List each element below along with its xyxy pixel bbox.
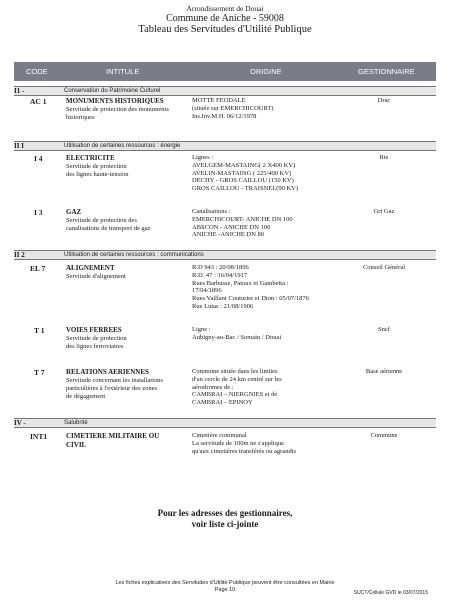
footer-text: Les fiches explicatives des Servitudes d'Utilité Publique peuvent être consultées en Mairie: [115, 580, 335, 586]
col-origine: ORIGINE: [250, 67, 282, 76]
row-description: Servitude de protection des lignes haute-tension: [66, 163, 129, 178]
row-code: AC 1: [30, 97, 47, 106]
gestionnaires-note: Pour les adresses des gestionnaires, voir liste ci-jointe: [157, 508, 293, 529]
document-header: [0, 5, 450, 36]
row-code: T 7: [34, 368, 45, 377]
col-gestionnaire: GESTIONNAIRE: [358, 67, 415, 76]
category-code: IV -: [14, 419, 26, 427]
row-description: Servitude de protection des monuments historiques: [66, 106, 169, 121]
row-origin: Canalisations : EMERCHICOURT- ANICHE DN 100 ABSCON - ANICHE DN 100 ANICHE -ANICHE DN 80: [192, 208, 293, 239]
category-row: [14, 141, 436, 151]
row-gestionnaire: Base aérienne: [365, 368, 403, 375]
row-gestionnaire: Commune: [370, 432, 398, 439]
row-origin: R.D 943 : 20/08/1896 R.D. 47 : 16/04/1917 Rues Barbusse, Patoux et Gambetta : 17/04/1896 Rues Vaillant Couturier et Dion : 05/07/1876 Rue Lutas : 21/08/1906: [192, 264, 309, 310]
row-gestionnaire: Drac: [377, 97, 391, 104]
table-header: [14, 62, 436, 81]
row-title: GAZ: [66, 208, 82, 216]
row-title: ALIGNEMENT: [66, 264, 115, 272]
row-gestionnaire: Rte: [379, 154, 389, 161]
category-row: [14, 250, 436, 260]
commune-label: Commune de Aniche - 59008: [166, 13, 284, 25]
category-code: II I: [14, 142, 24, 150]
category-label: Utilisation de certaines ressources : énergie: [64, 143, 181, 149]
row-origin: MOTTE FEODALE (située sur EMERCHICOURT) Ins.Inv.M.H. 06/12/1978: [192, 97, 274, 120]
category-label: Salubrité: [64, 420, 88, 426]
category-code: I1 -: [14, 87, 25, 95]
row-code: EL 7: [30, 264, 46, 273]
row-origin: Cimetière communal La servitude de 100m ne s'applique qu'aux cimetières transférés ou agrandis: [192, 432, 297, 455]
category-code: II 2: [14, 251, 25, 259]
row-origin: Commune située dans les limites d'un cercle de 24 km centré sur les aérodromes de : CAMBRAI – NIERGNIES et de CAMBRAI – EPINOY: [192, 368, 282, 407]
arrondissement-label: Arrondissement de Douai: [186, 4, 264, 13]
row-description: Servitude de protection des canalisations de transport de gaz: [66, 217, 151, 232]
row-origin: Lignes : AVELGEM-MASTAING( 2 X400 KV) AVELIN-MASTAING ( 225/400 KV) DECHY - GROS CAILLOU (150 KV) GROS CAILLOU - TRAISNEL(90 KV): [192, 154, 299, 193]
row-title: MONUMENTS HISTORIQUES: [66, 97, 164, 105]
category-label: Conservation du Patrimoine Culturel: [64, 88, 161, 94]
footer-reference: SUCT/Cellule GVD le 03/07/2015: [353, 590, 428, 596]
row-gestionnaire: Conseil Général: [362, 264, 406, 271]
col-code: CODE: [26, 67, 48, 76]
row-gestionnaire: Grt Gaz: [373, 208, 395, 215]
row-gestionnaire: Sncf: [378, 326, 390, 333]
page-number: Page 10: [214, 587, 236, 593]
category-label: Utilisation de certaines ressources : communications: [64, 252, 204, 258]
page-title: Tableau des Servitudes d'Utilité Publique: [138, 24, 312, 36]
row-description: Servitude d'alignement: [66, 273, 126, 280]
category-row: [14, 418, 436, 428]
row-code: I 4: [34, 154, 43, 163]
row-description: Servitude concernant les installations particulières à l'extérieur des zones de dégagement: [66, 377, 163, 400]
row-title: ELECTRICITE: [66, 154, 115, 162]
row-title: CIMETIERE MILITAIRE OU CIVIL: [66, 432, 160, 450]
row-description: Servitude de protection des lignes ferroviaires: [66, 335, 127, 350]
row-code: I 3: [34, 208, 43, 217]
row-code: INT1: [30, 432, 48, 441]
row-origin: Ligne : Aubigny-au-Bac / Somain / Douai: [192, 326, 282, 341]
row-code: T 1: [34, 326, 45, 335]
col-intitule: INTITULE: [106, 67, 140, 76]
row-title: RELATIONS AERIENNES: [66, 368, 149, 376]
category-row: [14, 86, 436, 96]
row-title: VOIES FERREES: [66, 326, 122, 334]
